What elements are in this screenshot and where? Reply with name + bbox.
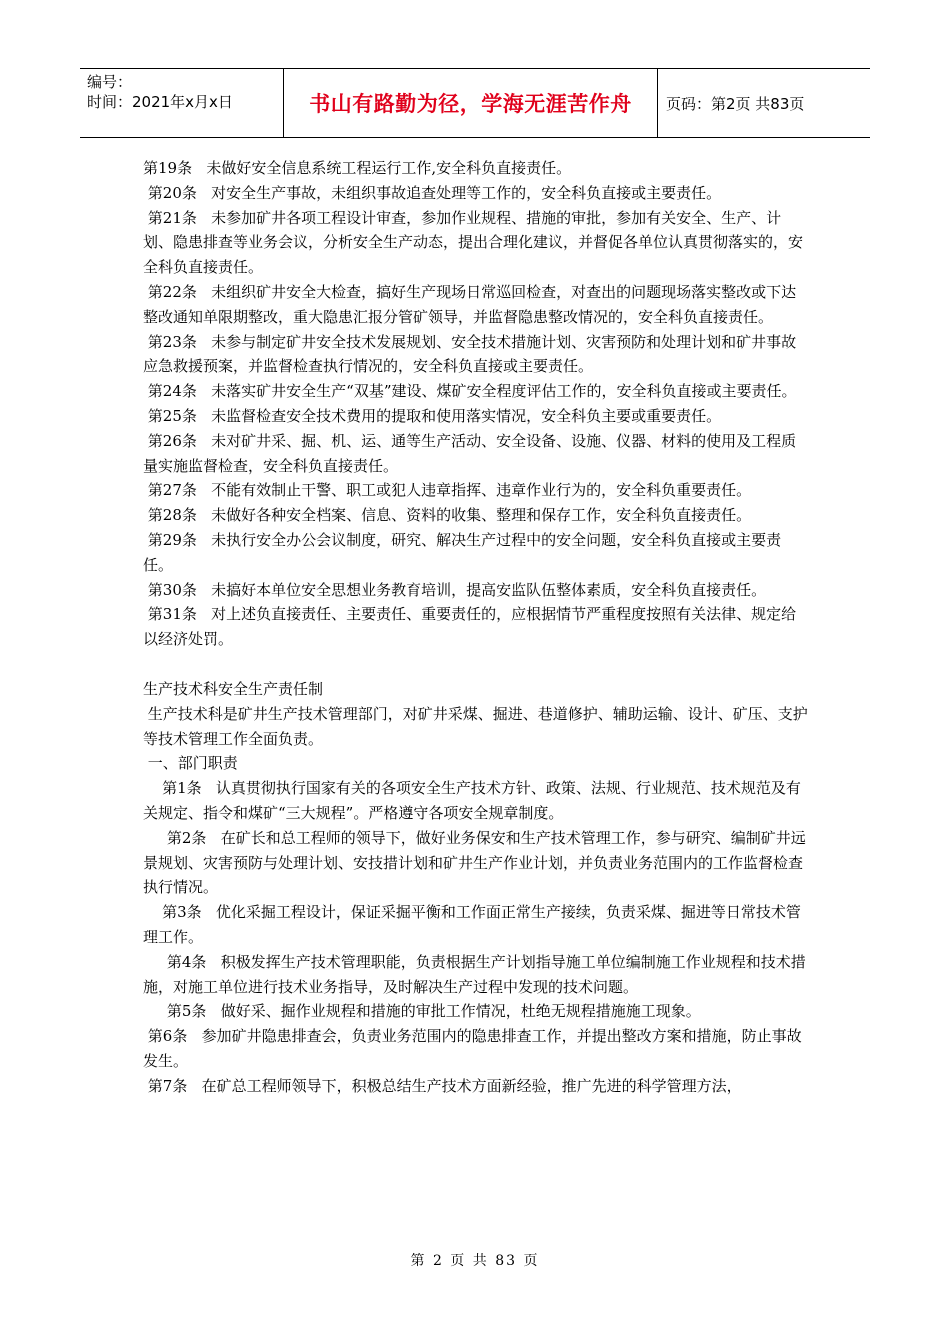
header-motto: 书山有路勤为径，学海无涯苦作舟 bbox=[284, 69, 658, 137]
article-paragraph: 第7条 在矿总工程师领导下，积极总结生产技术方面新经验，推广先进的科学管理方法， bbox=[143, 1076, 742, 1095]
article-paragraph: 生产技术科安全生产责任制 bbox=[143, 679, 324, 698]
article-paragraph: 第21条 未参加矿井各项工程设计审查，参加作业规程、措施的审批，参加有关安全、生产、计划、隐患排查等业务会议，分析安全生产动态，提出合理化建议，并督促各单位认真贯彻落实的，安全科负直接责任。 bbox=[143, 208, 804, 277]
article-paragraph: 第4条 积极发挥生产技术管理职能，负责根据生产计划指导施工单位编制施工作业规程和技术措施，对施工单位进行技术业务指导，及时解决生产过程中发现的技术问题。 bbox=[143, 952, 806, 996]
article-paragraph: 第3条 优化采掘工程设计，保证采掘平衡和工作面正常生产接续，负责采煤、掘进等日常技术管理工作。 bbox=[143, 903, 801, 946]
article-paragraph: 生产技术科是矿井生产技术管理部门，对矿井采煤、掘进、巷道修护、辅助运输、设计、矿压、支护等技术管理工作全面负责。 bbox=[143, 704, 808, 748]
article-paragraph: 第5条 做好采、掘作业规程和措施的审批工作情况，杜绝无规程措施施工现象。 bbox=[143, 1002, 701, 1021]
header-meta bbox=[80, 69, 284, 137]
safety-section-articles bbox=[143, 156, 809, 652]
article-paragraph: 第23条 未参与制定矿井安全技术发展规划、安全技术措施计划、灾害预防和处理计划和矿井事故应急救援预案，并监督检查执行情况的，安全科负直接或主要责任。 bbox=[143, 332, 797, 376]
page-header bbox=[80, 68, 870, 138]
article-paragraph: 第22条 未组织矿井安全大检查，搞好生产现场日常巡回检查，对查出的问题现场落实整改或下达整改通知单限期整改，重大隐患汇报分管矿领导，并监督隐患整改情况的，安全科负直接责任。 bbox=[143, 282, 797, 326]
article-paragraph: 第30条 未搞好本单位安全思想业务教育培训，提高安监队伍整体素质，安全科负直接责任。 bbox=[143, 580, 767, 599]
article-paragraph: 第24条 未落实矿井安全生产“双基”建设、煤矿安全程度评估工作的，安全科负直接或主要责任。 bbox=[143, 382, 797, 401]
article-paragraph: 第28条 未做好各种安全档案、信息、资料的收集、整理和保存工作，安全科负直接责任。 bbox=[143, 506, 752, 525]
header-number: 编号： bbox=[87, 73, 133, 91]
section-gap bbox=[143, 652, 809, 677]
article-paragraph: 第19条 未做好安全信息系统工程运行工作,安全科负直接责任。 bbox=[143, 159, 572, 177]
article-paragraph: 第31条 对上述负直接责任、主要责任、重要责任的，应根据情节严重程度按照有关法律、规定给以经济处罚。 bbox=[143, 605, 797, 649]
header-page-number: 页码：第2页 共83页 bbox=[666, 94, 805, 113]
article-paragraph: 第20条 对安全生产事故，未组织事故追查处理等工作的，安全科负直接或主要责任。 bbox=[143, 183, 722, 202]
article-paragraph: 第1条 认真贯彻执行国家有关的各项安全生产技术方针、政策、法规、行业规范、技术规范及有关规定、指令和煤矿“三大规程”。严格遵守各项安全规章制度。 bbox=[143, 779, 801, 822]
article-paragraph: 第27条 不能有效制止干警、职工或犯人违章指挥、违章作业行为的，安全科负重要责任。 bbox=[143, 481, 752, 500]
article-paragraph: 第26条 未对矿井采、掘、机、运、通等生产活动、安全设备、设施、仪器、材料的使用及工程质量实施监督检查，安全科负直接责任。 bbox=[143, 431, 797, 475]
header-date: 时间：2021年x月x日 bbox=[87, 93, 233, 111]
article-paragraph: 第2条 在矿长和总工程师的领导下，做好业务保安和生产技术管理工作，参与研究、编制矿井远景规划、灾害预防与处理计划、安技措计划和矿井生产作业计划，并负责业务范围内的工作监督检查执行情况。 bbox=[143, 828, 806, 897]
article-paragraph: 一、部门职责 bbox=[143, 754, 238, 773]
article-paragraph: 第29条 未执行安全办公会议制度，研究、解决生产过程中的安全问题，安全科负直接或主要责任。 bbox=[143, 530, 782, 574]
article-paragraph: 第6条 参加矿井隐患排查会，负责业务范围内的隐患排查工作，并提出整改方案和措施，防止事故发生。 bbox=[143, 1027, 802, 1070]
tech-section-articles bbox=[143, 677, 809, 1099]
document-body bbox=[143, 156, 809, 1098]
page-footer: 第 2 页 共 83 页 bbox=[410, 1253, 540, 1269]
article-paragraph: 第25条 未监督检查安全技术费用的提取和使用落实情况，安全科负主要或重要责任。 bbox=[143, 406, 722, 425]
